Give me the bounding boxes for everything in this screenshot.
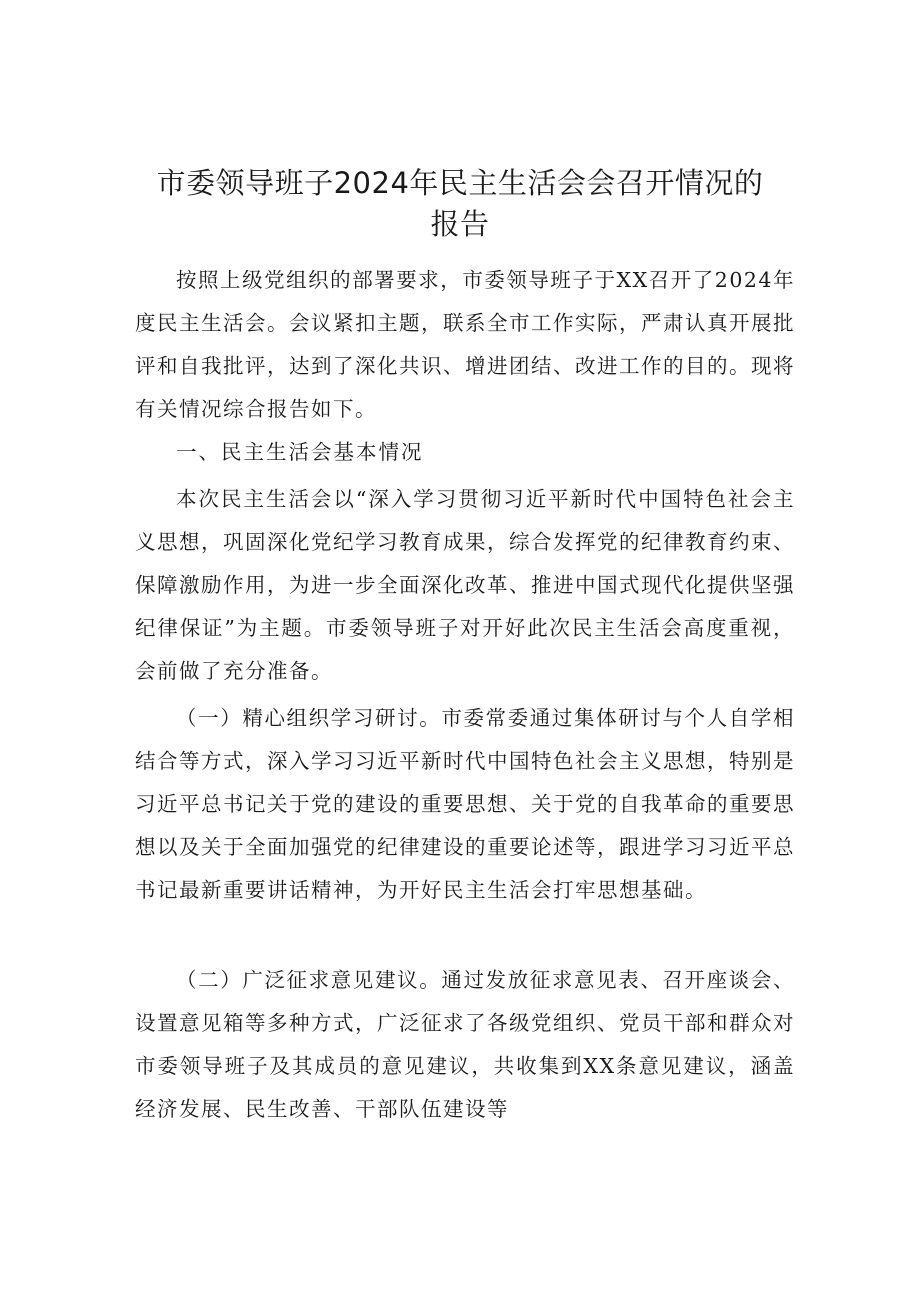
document-title bbox=[130, 163, 790, 245]
intro-paragraph: 按照上级党组织的部署要求，市委领导班子于XX召开了2024年度民主生活会。会议紧扣主题，联系全市工作实际，严肃认真开展批评和自我批评，达到了深化共识、增进团结、改进工作的目的。现将有关情况综合报告如下。 bbox=[135, 268, 795, 421]
section-heading-basic-situation: 一、民主生活会基本情况 bbox=[176, 440, 424, 464]
title-line-1: 市委领导班子2024年民主生活会会召开情况的 bbox=[156, 166, 764, 200]
opinions-paragraph: （二）广泛征求意见建议。通过发放征求意见表、召开座谈会、设置意见箱等多种方式，广泛征求了各级党组织、党员干部和群众对市委领导班子及其成员的意见建议，共收集到XX条意见建议，涵盖经济发展、民生改善、干部队伍建设等 bbox=[135, 968, 795, 1121]
title-line-2: 报告 bbox=[430, 207, 490, 241]
theme-paragraph: 本次民主生活会以“深入学习贯彻习近平新时代中国特色社会主义思想，巩固深化党纪学习教育成果，综合发挥党的纪律教育约束、保障激励作用，为进一步全面深化改革、推进中国式现代化提供坚强纪律保证”为主题。市委领导班子对开好此次民主生活会高度重视，会前做了充分准备。 bbox=[135, 487, 795, 683]
study-paragraph: （一）精心组织学习研讨。市委常委通过集体研讨与个人自学相结合等方式，深入学习习近平新时代中国特色社会主义思想，特别是习近平总书记关于党的建设的重要思想、关于党的自我革命的重要思想以及关于全面加强党的纪律建设的重要论述等，跟进学习习近平总书记最新重要讲话精神，为开好民主生活会打牢思想基础。 bbox=[135, 706, 795, 902]
